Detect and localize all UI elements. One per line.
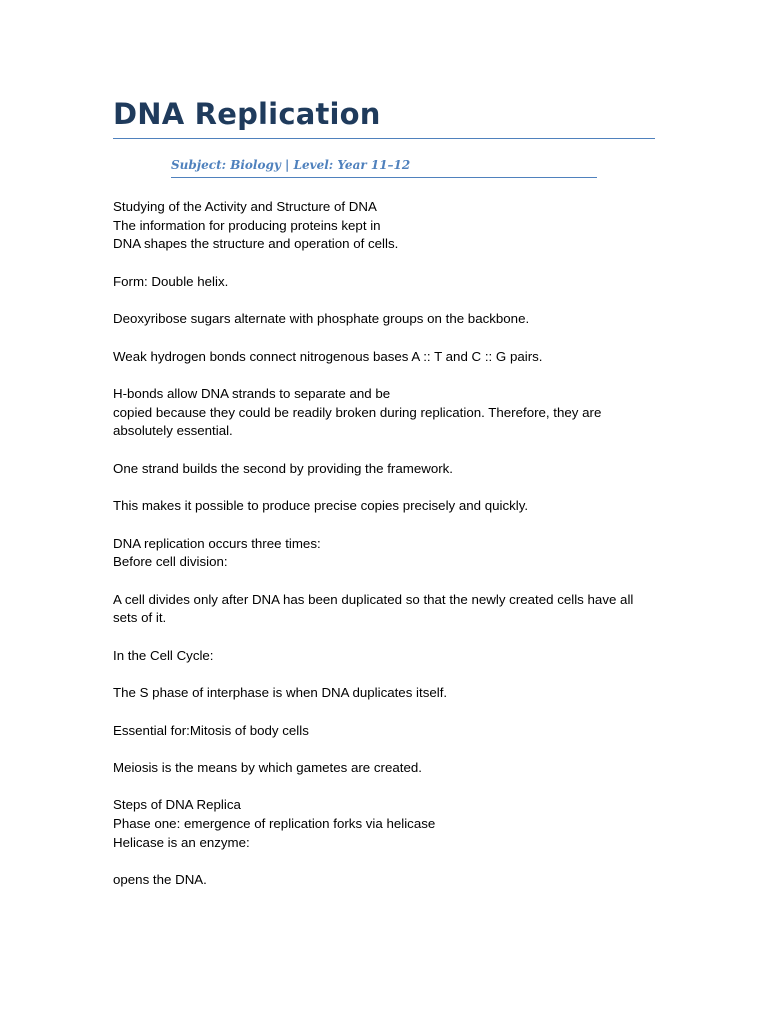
paragraph-line: The information for producing proteins kept in xyxy=(113,217,381,233)
paragraph-line: Steps of DNA Replica xyxy=(113,797,241,813)
paragraph-line: Helicase is an enzyme: xyxy=(113,834,250,850)
paragraph-line: copied because they could be readily broken during replication. Therefore, they are absolutely essential. xyxy=(113,404,602,439)
paragraph-line: In the Cell Cycle: xyxy=(113,647,214,663)
document-page xyxy=(113,96,655,908)
paragraph-line: Weak hydrogen bonds connect nitrogenous bases A :: T and C :: G pairs. xyxy=(113,348,543,364)
paragraph-line: DNA replication occurs three times: xyxy=(113,535,321,551)
paragraph xyxy=(113,647,655,666)
paragraph-line: H-bonds allow DNA strands to separate and be xyxy=(113,385,391,401)
paragraph-line: The S phase of interphase is when DNA duplicates itself. xyxy=(113,685,448,701)
paragraph-line: Deoxyribose sugars alternate with phosphate groups on the backbone. xyxy=(113,311,530,327)
paragraph xyxy=(113,796,655,852)
document-subtitle: Subject: Biology | Level: Year 11–12 xyxy=(171,158,411,172)
paragraph-line: Essential for:Mitosis of body cells xyxy=(113,722,309,738)
subtitle-block xyxy=(171,157,597,178)
paragraph xyxy=(113,348,655,367)
paragraph-line: opens the DNA. xyxy=(113,872,207,888)
paragraph-line: One strand builds the second by providing the framework. xyxy=(113,460,453,476)
paragraph xyxy=(113,497,655,516)
paragraph xyxy=(113,591,655,628)
paragraph xyxy=(113,310,655,329)
paragraph xyxy=(113,722,655,741)
paragraph-line: A cell divides only after DNA has been duplicated so that the newly created cells have all sets of it. xyxy=(113,591,634,626)
paragraph xyxy=(113,535,655,572)
paragraph xyxy=(113,871,655,890)
paragraph-line: Form: Double helix. xyxy=(113,273,229,289)
paragraph xyxy=(113,385,655,441)
paragraph-line: This makes it possible to produce precise copies precisely and quickly. xyxy=(113,498,529,514)
document-title: DNA Replication xyxy=(113,96,655,139)
paragraph xyxy=(113,684,655,703)
paragraph-line: Before cell division: xyxy=(113,554,228,570)
paragraph-line: Phase one: emergence of replication forks via helicase xyxy=(113,816,436,831)
paragraph-line: DNA shapes the structure and operation of cells. xyxy=(113,236,399,252)
paragraph-line: Studying of the Activity and Structure of DNA xyxy=(113,199,377,214)
paragraph xyxy=(113,198,655,254)
document-body xyxy=(113,198,655,890)
paragraph xyxy=(113,759,655,778)
paragraph xyxy=(113,460,655,479)
paragraph-line: Meiosis is the means by which gametes are created. xyxy=(113,759,422,775)
paragraph xyxy=(113,273,655,292)
